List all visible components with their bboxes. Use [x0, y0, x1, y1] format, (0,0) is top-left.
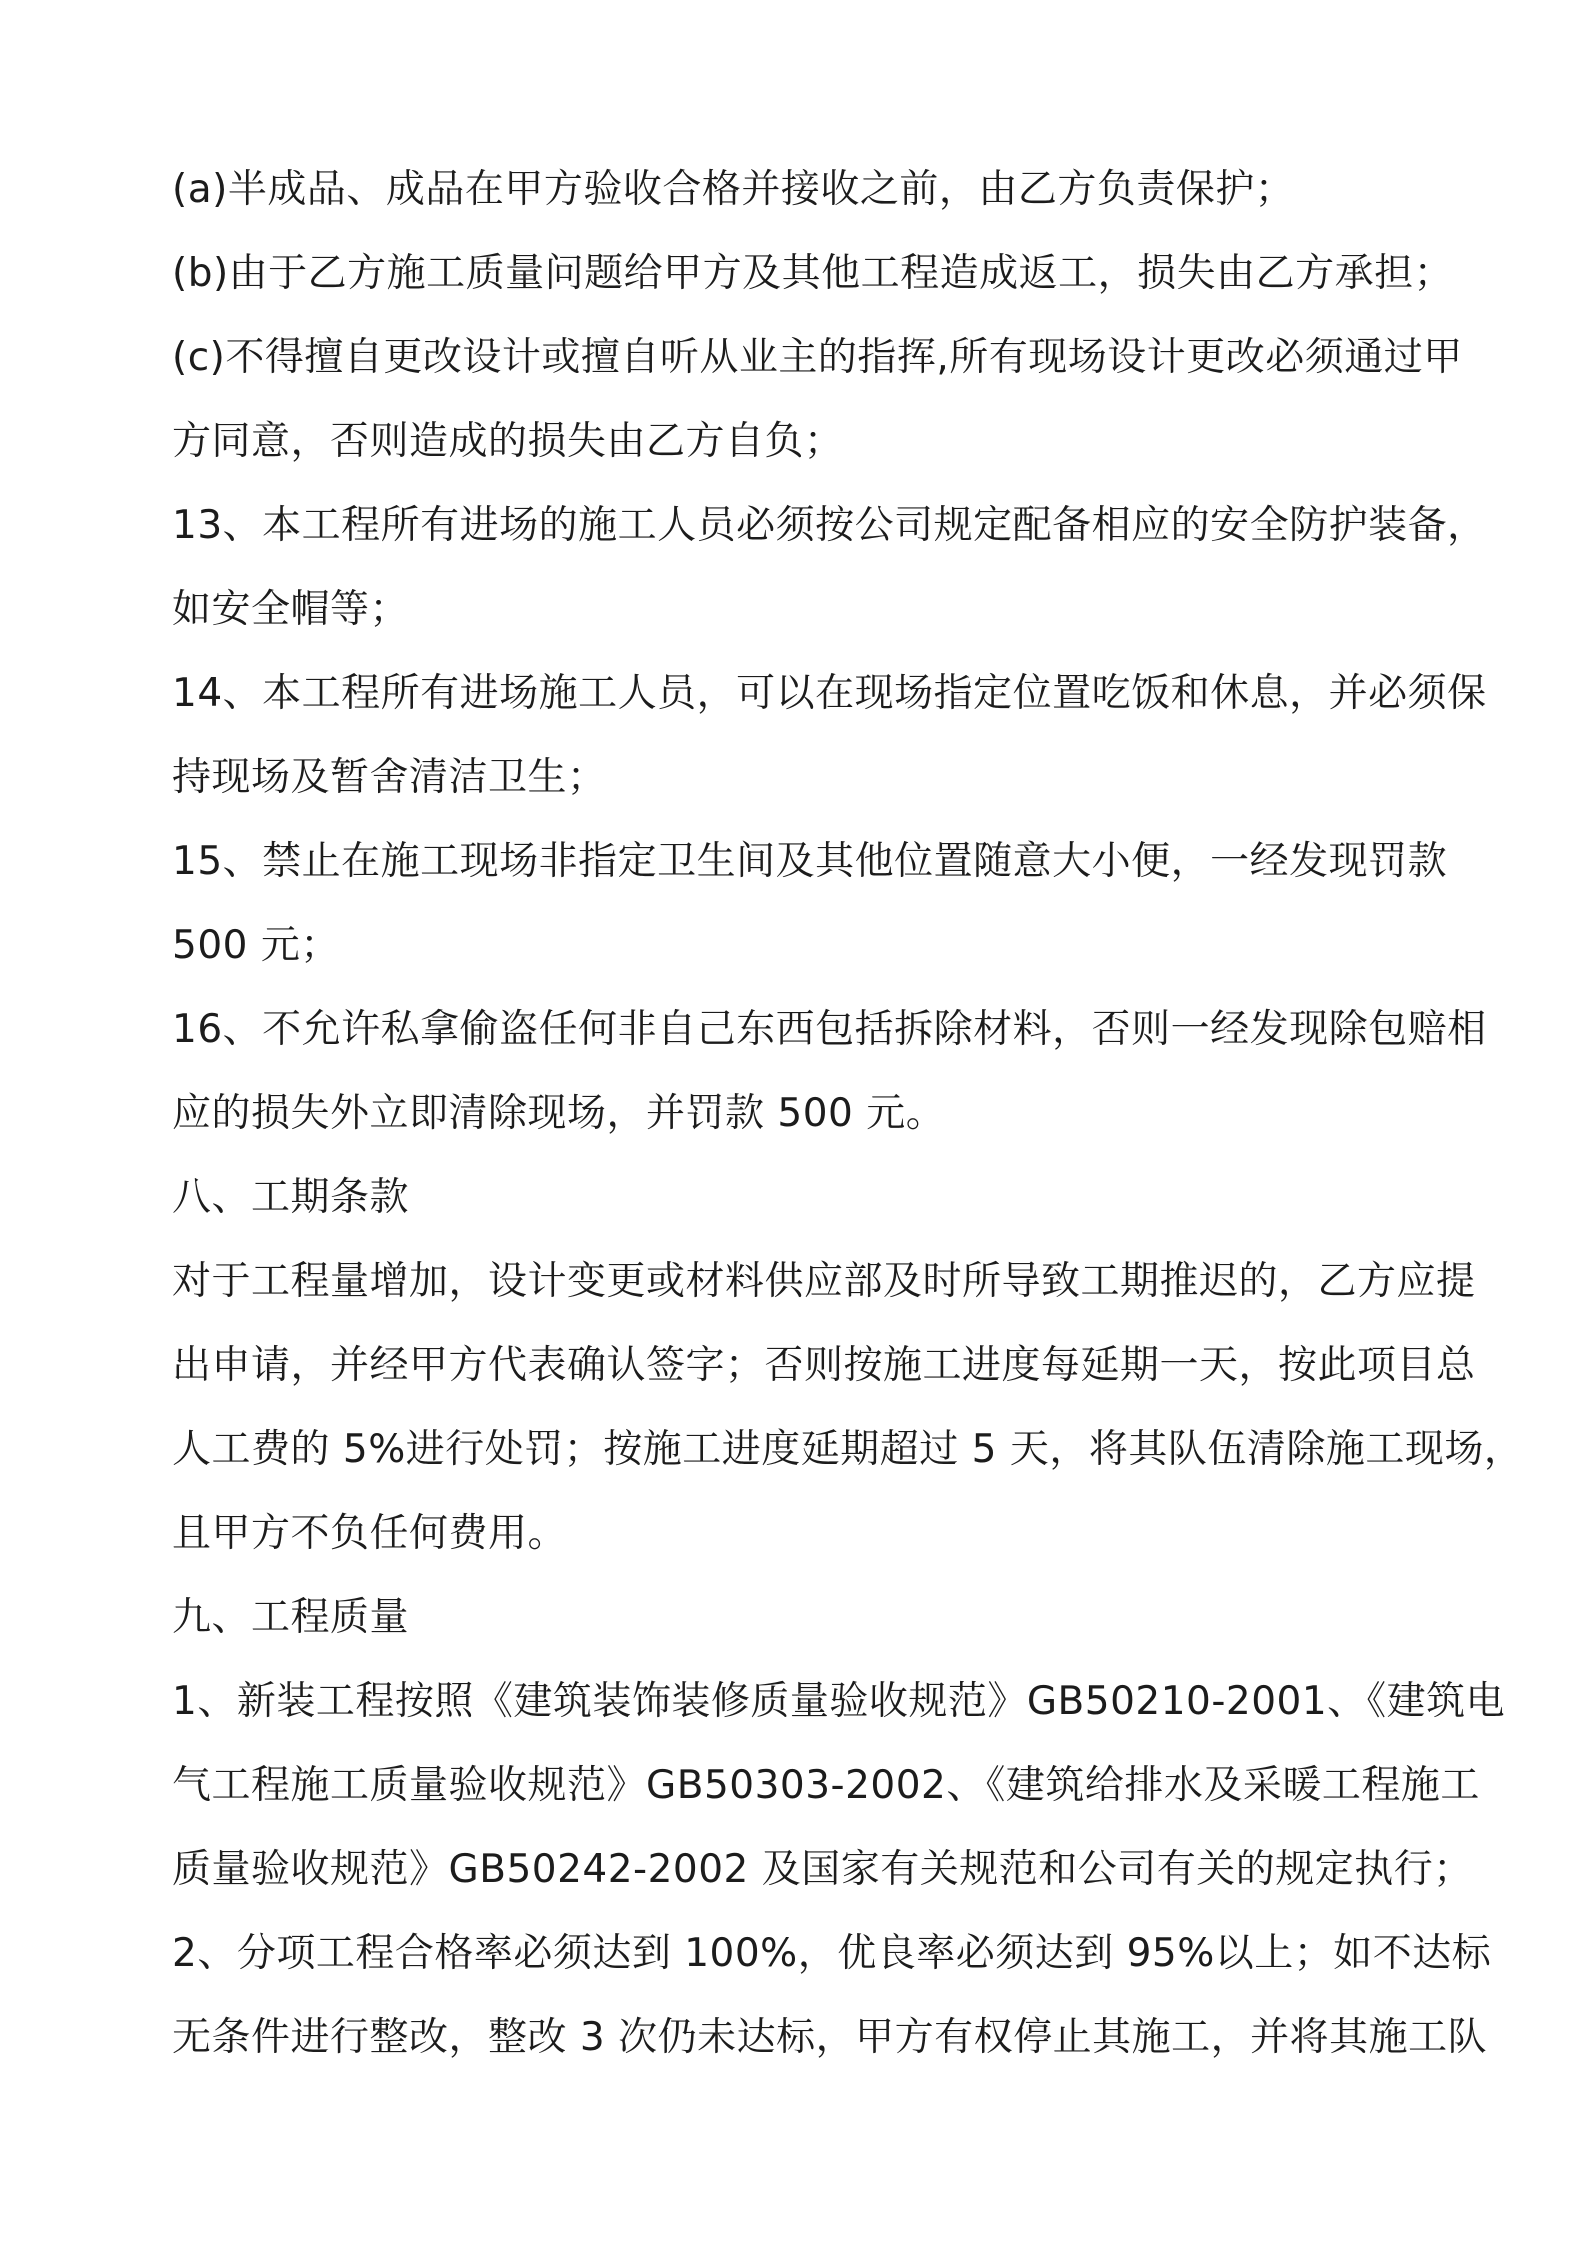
quality-clause-2-line-1: 2、分项工程合格率必须达到 100%，优良率必须达到 95%以上；如不达标	[172, 1931, 1492, 1976]
schedule-paragraph-line-1: 对于工程量增加，设计变更或材料供应部及时所导致工期推迟的，乙方应提	[172, 1259, 1476, 1304]
clause-c-design-change-cont: 方同意，否则造成的损失由乙方自负；	[172, 419, 844, 464]
clause-15-sanitation-cont: 500 元；	[172, 923, 340, 968]
quality-clause-1-line-3: 质量验收规范》GB50242-2002 及国家有关规范和公司有关的规定执行；	[172, 1847, 1473, 1892]
clause-a-protection: (a)半成品、成品在甲方验收合格并接收之前，由乙方负责保护；	[172, 167, 1295, 212]
clause-14-rest: 14、本工程所有进场施工人员，可以在现场指定位置吃饭和休息，并必须保	[172, 671, 1487, 716]
quality-clause-2-line-2: 无条件进行整改，整改 3 次仍未达标，甲方有权停止其施工，并将其施工队	[172, 2015, 1488, 2060]
quality-clause-1-line-2: 气工程施工质量验收规范》GB50303-2002、《建筑给排水及采暖工程施工	[172, 1763, 1480, 1808]
clause-13-safety-cont: 如安全帽等；	[172, 587, 410, 632]
clause-14-rest-cont: 持现场及暂舍清洁卫生；	[172, 755, 607, 800]
document-body	[172, 148, 1524, 2080]
section-9-heading: 九、工程质量	[172, 1595, 410, 1640]
quality-clause-1-line-1: 1、新装工程按照《建筑装饰装修质量验收规范》GB50210-2001、《建筑电	[172, 1679, 1506, 1724]
clause-c-design-change: (c)不得擅自更改设计或擅自听从业主的指挥,所有现场设计更改必须通过甲	[172, 335, 1463, 380]
schedule-paragraph-line-2: 出申请，并经甲方代表确认签字；否则按施工进度每延期一天，按此项目总	[172, 1343, 1476, 1388]
section-8-heading: 八、工期条款	[172, 1175, 410, 1220]
clause-15-sanitation: 15、禁止在施工现场非指定卫生间及其他位置随意大小便，一经发现罚款	[172, 839, 1448, 884]
clause-16-theft: 16、不允许私拿偷盗任何非自己东西包括拆除材料，否则一经发现除包赔相	[172, 1007, 1487, 1052]
schedule-paragraph-line-3: 人工费的 5%进行处罚；按施工进度延期超过 5 天，将其队伍清除施工现场，	[172, 1427, 1524, 1472]
clause-13-safety: 13、本工程所有进场的施工人员必须按公司规定配备相应的安全防护装备，	[172, 503, 1487, 548]
clause-16-theft-cont: 应的损失外立即清除现场，并罚款 500 元。	[172, 1091, 946, 1136]
schedule-paragraph-line-4: 且甲方不负任何费用。	[172, 1511, 568, 1556]
clause-b-rework: (b)由于乙方施工质量问题给甲方及其他工程造成返工，损失由乙方承担；	[172, 251, 1454, 296]
